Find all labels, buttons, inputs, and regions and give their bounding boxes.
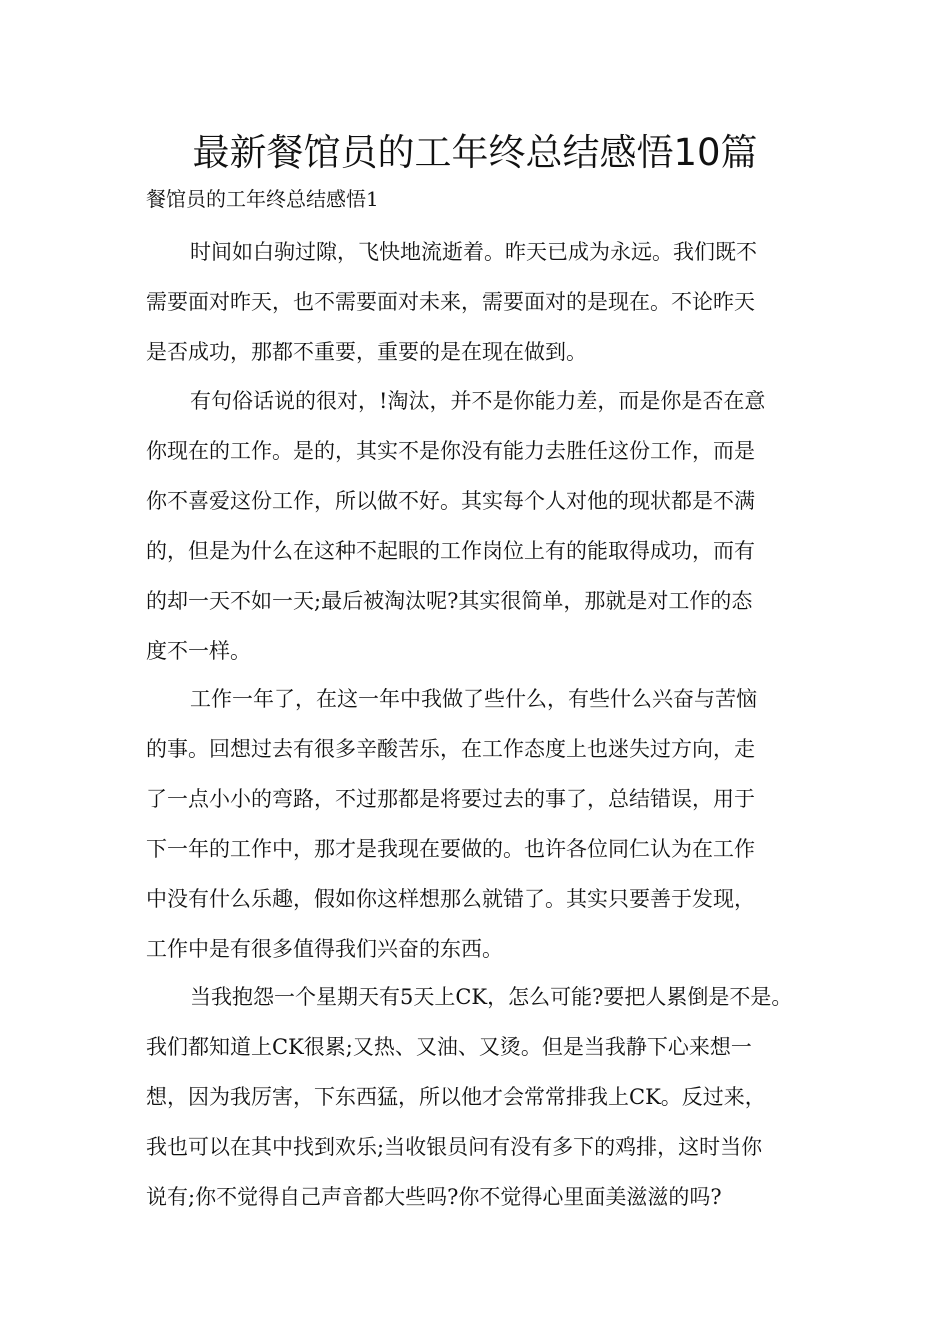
paragraph-line: 了一点小小的弯路，不过那都是将要过去的事了，总结错误，用于 xyxy=(146,787,755,811)
paragraph-line: 中没有什么乐趣，假如你这样想那么就错了。其实只要善于发现， xyxy=(146,887,755,911)
paragraph-line: 我们都知道上CK很累;又热、又油、又烫。但是当我静下心来想一 xyxy=(146,1035,752,1059)
paragraph-3 xyxy=(146,674,808,974)
paragraph-line: 的事。回想过去有很多辛酸苦乐，在工作态度上也迷失过方向，走 xyxy=(146,737,755,761)
paragraph-line: 我也可以在其中找到欢乐;当收银员问有没有多下的鸡排，这时当你 xyxy=(146,1135,763,1159)
paragraph-line: 时间如白驹过隙，飞快地流逝着。昨天已成为永远。我们既不 xyxy=(190,240,757,264)
paragraph-line: 你现在的工作。是的，其实不是你没有能力去胜任这份工作，而是 xyxy=(146,439,755,463)
paragraph-line: 的却一天不如一天;最后被淘汰呢?其实很简单，那就是对工作的态 xyxy=(146,589,753,613)
paragraph-line: 需要面对昨天，也不需要面对未来，需要面对的是现在。不论昨天 xyxy=(146,290,755,314)
paragraph-line: 工作中是有很多值得我们兴奋的东西。 xyxy=(146,937,503,961)
paragraph-line: 有句俗话说的很对，!淘汰，并不是你能力差，而是你是否在意 xyxy=(190,389,766,413)
paragraph-line: 的，但是为什么在这种不起眼的工作岗位上有的能取得成功，而有 xyxy=(146,539,755,563)
paragraph-4 xyxy=(146,972,808,1222)
section-heading: 餐馆员的工年终总结感悟1 xyxy=(146,187,379,211)
paragraph-line: 想，因为我厉害，下东西猛，所以他才会常常排我上CK。反过来， xyxy=(146,1085,766,1109)
paragraph-2 xyxy=(146,376,808,676)
document-title: 最新餐馆员的工年终总结感悟10篇 xyxy=(192,131,758,174)
paragraph-line: 下一年的工作中，那才是我现在要做的。也许各位同仁认为在工作 xyxy=(146,837,755,861)
paragraph-line: 说有;你不觉得自己声音都大些吗?你不觉得心里面美滋滋的吗? xyxy=(146,1185,722,1209)
paragraph-1 xyxy=(146,227,808,377)
paragraph-line: 度不一样。 xyxy=(146,639,251,663)
paragraph-line: 你不喜爱这份工作，所以做不好。其实每个人对他的现状都是不满 xyxy=(146,489,755,513)
paragraph-line: 当我抱怨一个星期天有5天上CK，怎么可能?要把人累倒是不是。 xyxy=(190,985,793,1009)
paragraph-line: 工作一年了，在这一年中我做了些什么，有些什么兴奋与苦恼 xyxy=(190,687,757,711)
paragraph-line: 是否成功，那都不重要，重要的是在现在做到。 xyxy=(146,340,587,364)
